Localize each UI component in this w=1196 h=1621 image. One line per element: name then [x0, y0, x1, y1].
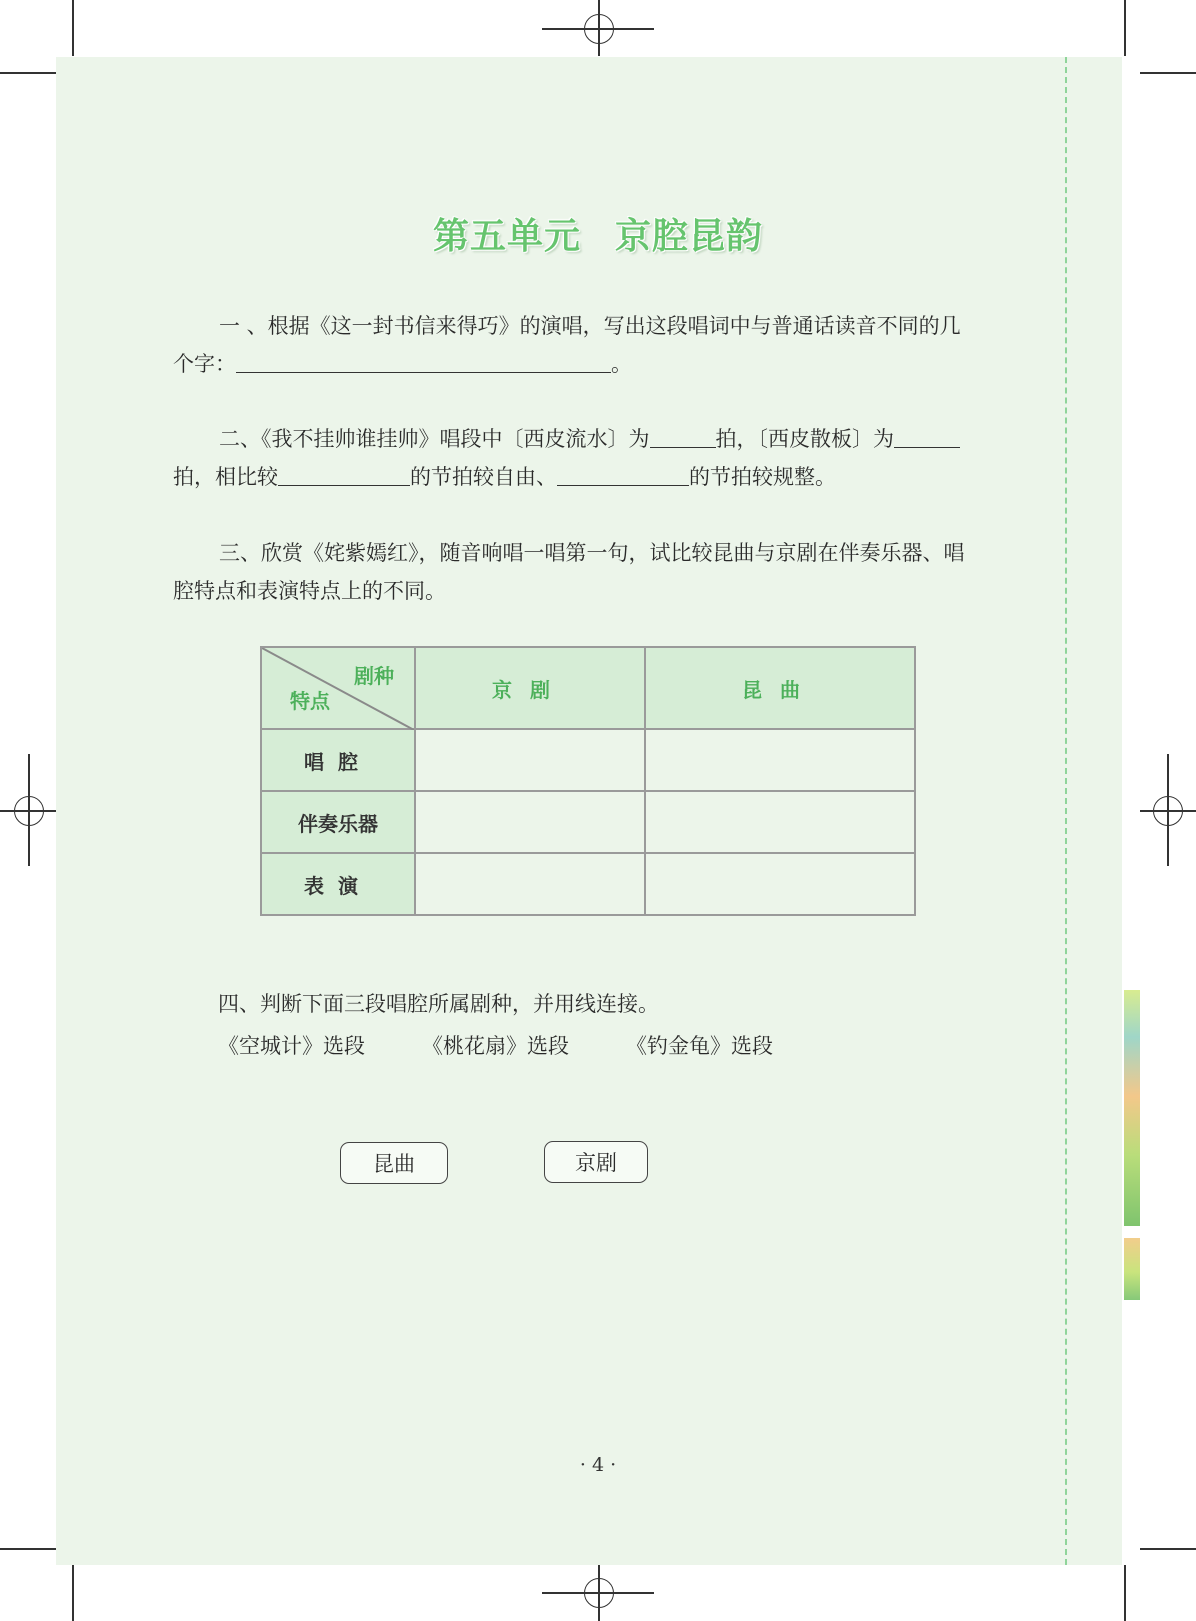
piece-diaojingui: 《钓金龟》选段	[626, 1034, 773, 1058]
crop-mark	[1140, 1548, 1196, 1550]
question-4-prompt: 四、判断下面三段唱腔所属剧种，并用线连接。	[218, 992, 659, 1016]
header-jingju: 京剧	[415, 647, 645, 729]
crop-mark	[0, 1548, 56, 1550]
q2-blank-3[interactable]	[278, 463, 410, 486]
crop-mark	[1140, 72, 1196, 74]
answer-cell-kunqu-performance[interactable]	[645, 853, 915, 915]
question-3	[173, 534, 1023, 610]
q1-line2-start: 个字：	[173, 352, 236, 376]
crop-mark	[72, 0, 74, 56]
edge-color-strip	[1124, 1238, 1140, 1300]
answer-cell-kunqu-instruments[interactable]	[645, 791, 915, 853]
unit-title	[0, 208, 1196, 259]
registration-mark	[1153, 796, 1183, 826]
crop-mark	[0, 72, 56, 74]
q2-blank-4[interactable]	[557, 463, 689, 486]
crop-mark	[1124, 1565, 1126, 1621]
q2-blank-2[interactable]	[894, 425, 960, 448]
row-label-singing: 唱腔	[261, 729, 415, 791]
q1-answer-blank[interactable]	[236, 350, 611, 373]
piece-taohuashan: 《桃花扇》选段	[422, 1034, 569, 1058]
question-2	[173, 420, 1023, 496]
page-number: · 4 ·	[579, 1454, 617, 1476]
unit-title-part2: 京腔昆韵	[615, 216, 764, 257]
piece-kongchengji: 《空城计》选段	[218, 1034, 365, 1058]
choice-box-jingju[interactable]: 京剧	[544, 1141, 648, 1183]
registration-mark	[584, 14, 614, 44]
corner-label-opera-type: 剧种	[354, 664, 394, 688]
table-corner-cell	[261, 647, 415, 729]
q3-line2: 腔特点和表演特点上的不同。	[173, 579, 446, 603]
question-1	[173, 307, 1023, 383]
comparison-table	[260, 646, 916, 916]
crop-mark	[1124, 0, 1126, 56]
q2-text-b: 拍，〔西皮散板〕为	[715, 427, 894, 451]
fold-dashed-line	[1065, 57, 1067, 1565]
answer-cell-jingju-singing[interactable]	[415, 729, 645, 791]
q2-text-a: 二、《我不挂帅谁挂帅》唱段中〔西皮流水〕为	[219, 427, 650, 451]
answer-cell-jingju-instruments[interactable]	[415, 791, 645, 853]
crop-mark	[72, 1565, 74, 1621]
q2-text-e: 的节拍较规整。	[689, 465, 836, 489]
choice-box-kunqu[interactable]: 昆曲	[340, 1142, 448, 1184]
edge-color-strip	[1124, 990, 1140, 1226]
row-label-instruments: 伴奏乐器	[261, 791, 415, 853]
q2-blank-1[interactable]	[650, 425, 716, 448]
header-kunqu: 昆曲	[645, 647, 915, 729]
unit-title-part1: 第五单元	[432, 216, 581, 257]
answer-cell-kunqu-singing[interactable]	[645, 729, 915, 791]
q3-line1: 三、欣赏《姹紫嫣红》，随音响唱一唱第一句，试比较昆曲与京剧在伴奏乐器、唱	[219, 541, 965, 565]
corner-label-feature: 特点	[290, 689, 330, 713]
q1-line2-end: 。	[611, 352, 632, 376]
row-label-performance: 表演	[261, 853, 415, 915]
q2-text-c: 拍，相比较	[173, 465, 278, 489]
registration-mark	[584, 1578, 614, 1608]
registration-mark	[14, 796, 44, 826]
answer-cell-jingju-performance[interactable]	[415, 853, 645, 915]
q2-text-d: 的节拍较自由、	[410, 465, 557, 489]
q1-line1: 一 、根据《这一封书信来得巧》的演唱，写出这段唱词中与普通话读音不同的几	[219, 314, 961, 338]
